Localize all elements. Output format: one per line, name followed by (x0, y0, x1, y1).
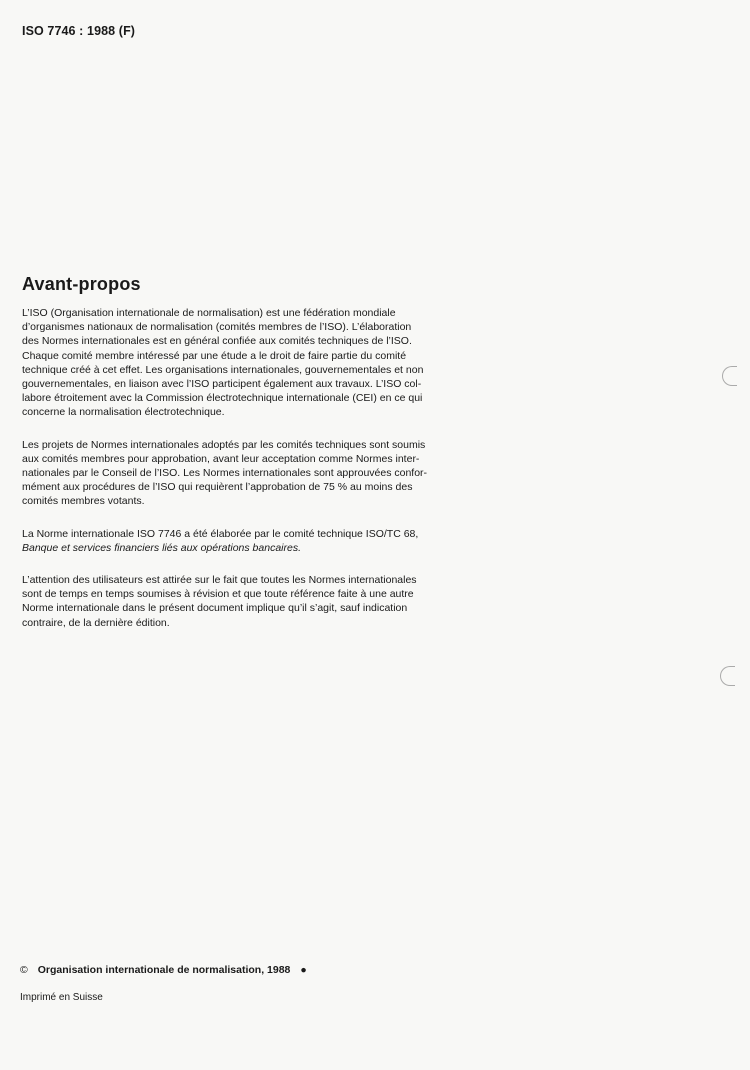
text-line: gouvernementales, en liaison avec l’ISO participent également aux travaux. L’ISO col- (22, 378, 422, 391)
text-line: des Normes internationales est en général confiée aux comités techniques de l’ISO. (22, 335, 412, 348)
text-line: L’ISO (Organisation internationale de normalisation) est une fédération mondiale (22, 307, 396, 319)
text-line: Les projets de Normes internationales adoptés par les comités techniques sont soumis (22, 438, 426, 451)
paragraph-technical-committee (22, 527, 463, 555)
text-line: L’attention des utilisateurs est attirée sur le fait que toutes les Normes internationales (22, 574, 417, 587)
text-line: aux comités membres pour approbation, avant leur acceptation comme Normes inter- (22, 452, 420, 465)
text-line: labore étroitement avec la Commission électrotechnique internationale (CEI) en ce qui (22, 392, 423, 405)
copyright-text: Organisation internationale de normalisation, 1988 (37, 964, 291, 976)
text-line: technique créé à cet effet. Les organisations internationales, gouvernementales et non (22, 363, 424, 376)
section-title: Avant-propos (22, 274, 141, 294)
paragraph-iso-intro (22, 306, 463, 420)
text-line: Chaque comité membre intéressé par une étude a le droit de faire partie du comité (22, 349, 407, 362)
foreword-body (22, 306, 463, 648)
text-line: comités membres votants. (22, 495, 145, 508)
text-line: concerne la normalisation électrotechnique. (22, 406, 225, 419)
text-line: mément aux procédures de l’ISO qui requièrent l’approbation de 75 % au moins des (22, 481, 413, 494)
margin-punch-mark (722, 366, 737, 386)
bullet-icon: ● (300, 964, 307, 976)
text-line: nationales par le Conseil de l’ISO. Les Normes internationales sont approuvées confor- (22, 467, 428, 480)
text-line: sont de temps en temps soumises à révision et que toute référence faite à une autre (22, 588, 414, 601)
committee-title: Banque et services financiers liés aux opérations bancaires. (22, 541, 301, 554)
margin-punch-mark (720, 666, 735, 686)
text-line: La Norme internationale ISO 7746 a été élaborée par le comité technique ISO/TC 68, (22, 527, 419, 540)
text-line: d’organismes nationaux de normalisation (comités membres de l’ISO). L’élaboration (22, 321, 412, 334)
copyright-symbol: © (20, 964, 28, 976)
paragraph-approval (22, 438, 463, 509)
text-line: Norme internationale dans le présent document implique qu’il s’agit, sauf indication (22, 602, 408, 615)
printed-location: Imprimé en Suisse (20, 992, 103, 1003)
document-header: ISO 7746 : 1988 (F) (22, 24, 136, 38)
paragraph-revision-notice (22, 573, 463, 630)
text-line: contraire, de la dernière édition. (22, 616, 170, 629)
copyright-line (20, 964, 307, 976)
